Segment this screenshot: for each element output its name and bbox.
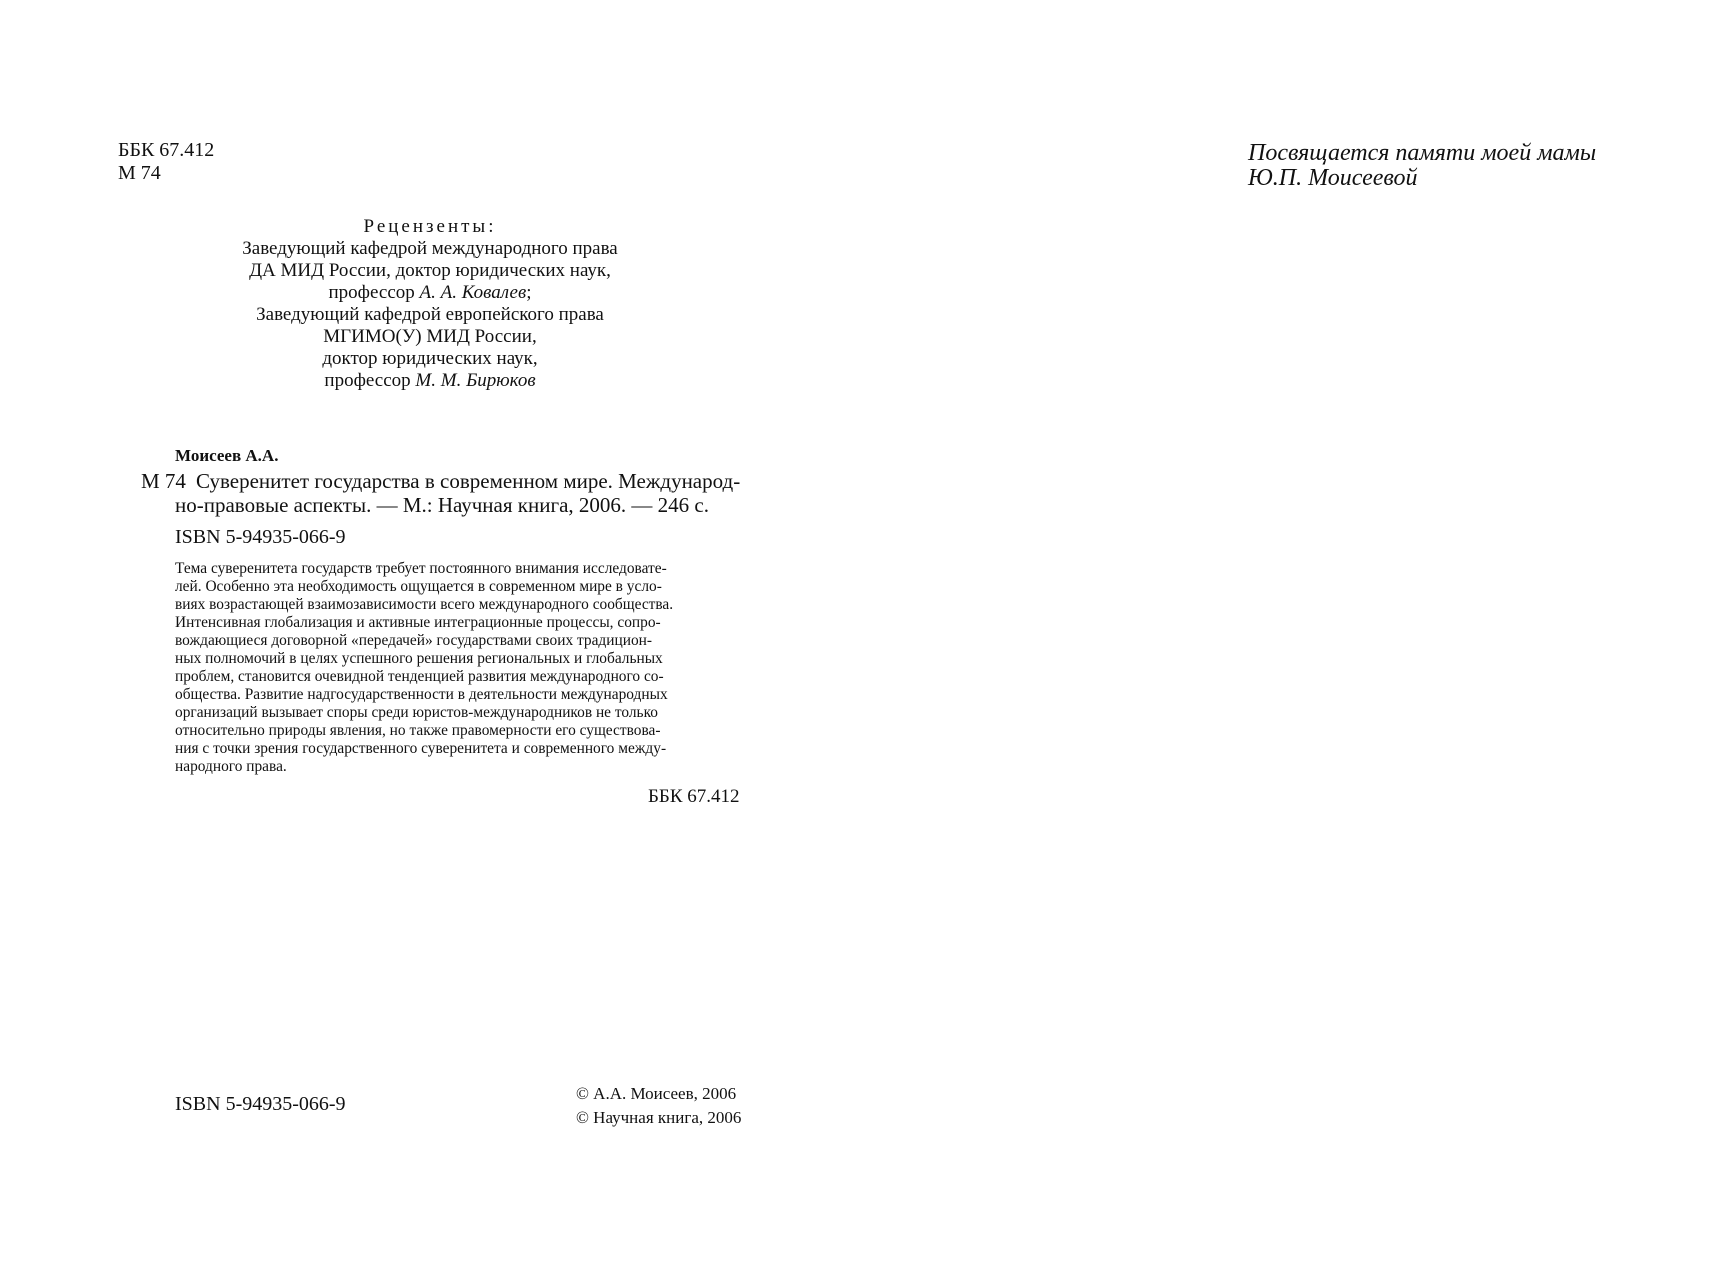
dedication xyxy=(1248,141,1596,191)
abstract-line: проблем, становится очевидной тенденцией развития международного со- xyxy=(175,668,664,685)
dedication-line2: Ю.П. Моисеевой xyxy=(1248,165,1418,191)
reviewer2-line3: доктор юридических наук, xyxy=(322,348,538,369)
abstract-line: лей. Особенно эта необходимость ощущается в современном мире в усло- xyxy=(175,578,662,595)
reviewer2-name-line xyxy=(160,370,700,392)
left-page xyxy=(0,0,856,1270)
copyright-author: © А.А. Моисеев, 2006 xyxy=(576,1084,737,1103)
reviewer1-line1: Заведующий кафедрой международного права xyxy=(242,238,618,259)
abstract-line: вождающиеся договорной «передачей» государствами своих традицион- xyxy=(175,632,653,649)
catalog-abstract xyxy=(175,560,753,776)
catalog-isbn: ISBN 5-94935-066-9 xyxy=(175,526,346,548)
reviewer1-line2: ДА МИД России, доктор юридических наук, xyxy=(249,260,611,281)
abstract-line: организаций вызывает споры среди юристов-международников не только xyxy=(175,704,658,721)
abstract-line: Интенсивная глобализация и активные интеграционные процессы, сопро- xyxy=(175,614,661,631)
reviewer2-name: М. М. Бирюков xyxy=(415,370,536,391)
bbk-code: ББК 67.412 xyxy=(118,139,215,161)
reviewer1-separator: ; xyxy=(526,282,532,303)
copyright-block xyxy=(576,1082,741,1130)
catalog-title-line1: Суверенитет государства в современном мире. Международ- xyxy=(196,469,741,493)
reviewer2-line1: Заведующий кафедрой европейского права xyxy=(256,304,604,325)
reviewer2-line2: МГИМО(У) МИД России, xyxy=(323,326,537,347)
copyright-publisher: © Научная книга, 2006 xyxy=(576,1108,742,1127)
bottom-isbn: ISBN 5-94935-066-9 xyxy=(175,1093,346,1115)
abstract-line: народного права. xyxy=(175,758,287,775)
abstract-line: виях возрастающей взаимозависимости всего международного сообщества. xyxy=(175,596,674,613)
bbk-header xyxy=(118,139,214,185)
abstract-line: относительно природы явления, но также правомерности его существова- xyxy=(175,722,661,739)
reviewer1-title: профессор xyxy=(328,282,415,303)
right-page xyxy=(856,0,1713,1270)
bbk-footer: ББК 67.412 xyxy=(648,786,740,807)
reviewers-block xyxy=(160,216,700,392)
catalog-author: Моисеев А.А. xyxy=(175,446,279,465)
abstract-line: ния с точки зрения государственного суверенитета и современного между- xyxy=(175,740,667,757)
catalog-entry xyxy=(141,469,756,517)
cutter-code: М 74 xyxy=(118,162,161,184)
reviewer2-title: профессор xyxy=(324,370,411,391)
reviewer1-name: А. А. Ковалев xyxy=(419,282,527,303)
dedication-line1: Посвящается памяти моей мамы xyxy=(1248,140,1597,166)
reviewers-heading: Рецензенты: xyxy=(363,216,497,237)
catalog-title-line2: но-правовые аспекты. — М.: Научная книга, 2006. — 246 с. xyxy=(175,493,709,517)
reviewer1-name-line xyxy=(160,282,700,304)
abstract-line: ных полномочий в целях успешного решения региональных и глобальных xyxy=(175,650,663,667)
abstract-line: общества. Развитие надгосударственности в деятельности международных xyxy=(175,686,668,703)
catalog-code: М 74 xyxy=(141,469,186,493)
abstract-line: Тема суверенитета государств требует постоянного внимания исследовате- xyxy=(175,560,667,577)
